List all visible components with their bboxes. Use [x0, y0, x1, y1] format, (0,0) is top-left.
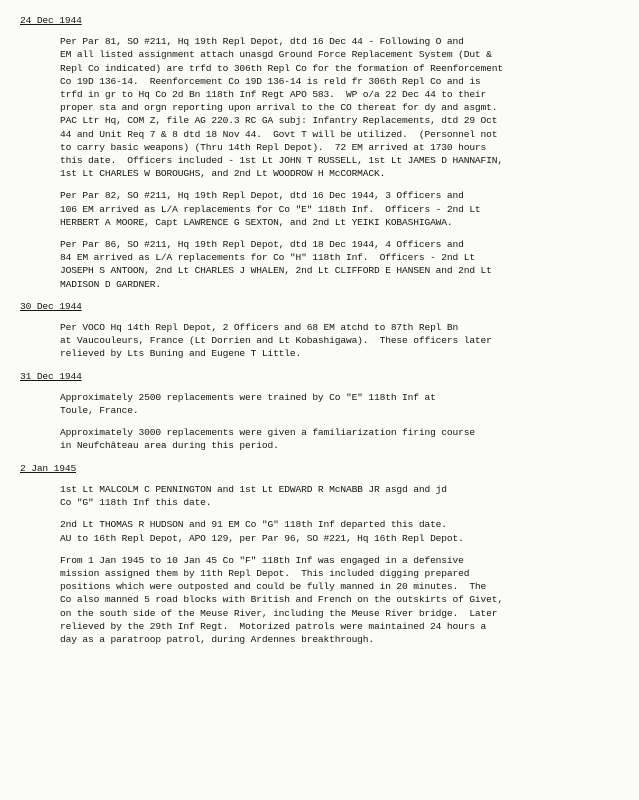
text-line: day as a paratroop patrol, during Ardennes breakthrough.: [60, 633, 375, 645]
paragraph: [20, 554, 619, 646]
text-line: EM all listed assignment attach unasgd Ground Force Replacement System (Dut &: [60, 49, 492, 61]
text-line: 1st Lt CHARLES W BOROUGHS, and 2nd Lt WOODROW H McCORMACK.: [60, 168, 386, 180]
text-line: Approximately 3000 replacements were given a familiarization firing course: [60, 427, 475, 439]
text-line: AU to 16th Repl Depot, APO 129, per Par 96, SO #221, Hq 16th Repl Depot.: [60, 532, 464, 544]
paragraph: [20, 238, 619, 291]
text-line: JOSEPH S ANTOON, 2nd Lt CHARLES J WHALEN, 2nd Lt CLIFFORD E HANSEN and 2nd Lt: [60, 265, 492, 277]
paragraph: [20, 483, 619, 509]
text-line: Per VOCO Hq 14th Repl Depot, 2 Officers and 68 EM atchd to 87th Repl Bn: [60, 322, 459, 334]
text-line: in Neufchâteau area during this period.: [60, 440, 279, 452]
paragraph: [20, 426, 619, 452]
text-line: trfd in gr to Hq Co 2d Bn 118th Inf Regt APO 583. WP o/a 22 Dec 44 to their: [60, 89, 487, 101]
text-line: 1st Lt MALCOLM C PENNINGTON and 1st Lt EDWARD R McNABB JR asgd and jd: [60, 483, 447, 495]
section-2-jan-1945: [20, 462, 619, 646]
text-line: From 1 Jan 1945 to 10 Jan 45 Co "F" 118th Inf was engaged in a defensive: [60, 554, 464, 566]
text-line: on the south side of the Meuse River, including the Meuse River bridge. Later: [60, 607, 498, 619]
text-line: Co also manned 5 road blocks with British and French on the outskirts of Givet,: [60, 594, 503, 606]
text-line: relieved by the 29th Inf Regt. Motorized patrols were maintained 24 hours a: [60, 620, 487, 632]
text-line: 84 EM arrived as L/A replacements for Co "H" 118th Inf. Officers - 2nd Lt: [60, 252, 475, 264]
text-line: Per Par 81, SO #211, Hq 19th Repl Depot, dtd 16 Dec 44 - Following O and: [60, 36, 464, 48]
section-30-dec-1944: [20, 300, 619, 361]
paragraph: [20, 189, 619, 229]
text-line: Approximately 2500 replacements were trained by Co "E" 118th Inf at: [60, 391, 436, 403]
section-24-dec-1944: [20, 14, 619, 291]
text-line: mission assigned them by 11th Repl Depot. This included digging prepared: [60, 567, 470, 579]
text-line: relieved by Lts Buning and Eugene T Little.: [60, 348, 302, 360]
text-line: at Vaucouleurs, France (Lt Dorrien and Lt Kobashigawa). These officers later: [60, 335, 492, 347]
text-line: to carry basic weapons) (Thru 14th Repl Depot). 72 EM arrived at 1730 hours: [60, 141, 487, 153]
text-line: PAC Ltr Hq, COM Z, file AG 220.3 RC GA subj: Infantry Replacements, dtd 29 Oct: [60, 115, 498, 127]
section-31-dec-1944: [20, 370, 619, 453]
text-line: this date. Officers included - 1st Lt JOHN T RUSSELL, 1st Lt JAMES D HANNAFIN,: [60, 155, 503, 167]
paragraph: [20, 321, 619, 361]
section-date: 2 Jan 1945: [20, 462, 77, 474]
paragraph: [20, 518, 619, 544]
text-line: proper sta and orgn reporting upon arrival to the CO thereat for dy and asgmt.: [60, 102, 498, 114]
text-line: 44 and Unit Req 7 & 8 dtd 18 Nov 44. Govt T will be utilized. (Personnel not: [60, 128, 498, 140]
text-line: positions which were outposted and could be fully manned in 20 minutes. The: [60, 581, 487, 593]
text-line: Co 19D 136-14. Reenforcement Co 19D 136-14 is reld fr 306th Repl Co and is: [60, 75, 481, 87]
text-line: Toule, France.: [60, 405, 139, 417]
text-line: Per Par 86, SO #211, Hq 19th Repl Depot, dtd 18 Dec 1944, 4 Officers and: [60, 239, 464, 251]
section-date: 31 Dec 1944: [20, 370, 82, 382]
text-line: Per Par 82, SO #211, Hq 19th Repl Depot, dtd 16 Dec 1944, 3 Officers and: [60, 190, 464, 202]
text-line: 2nd Lt THOMAS R HUDSON and 91 EM Co "G" 118th Inf departed this date.: [60, 519, 447, 531]
text-line: HERBERT A MOORE, Capt LAWRENCE G SEXTON, and 2nd Lt YEIKI KOBASHIGAWA.: [60, 216, 453, 228]
text-line: Repl Co indicated) are trfd to 306th Repl Co for the formation of Reenforcement: [60, 62, 503, 74]
text-line: 106 EM arrived as L/A replacements for Co "E" 118th Inf. Officers - 2nd Lt: [60, 203, 481, 215]
paragraph: [20, 35, 619, 180]
text-line: Co "G" 118th Inf this date.: [60, 497, 212, 509]
section-date: 30 Dec 1944: [20, 300, 82, 312]
text-line: MADISON D GARDNER.: [60, 278, 161, 290]
section-date: 24 Dec 1944: [20, 15, 82, 26]
paragraph: [20, 391, 619, 417]
